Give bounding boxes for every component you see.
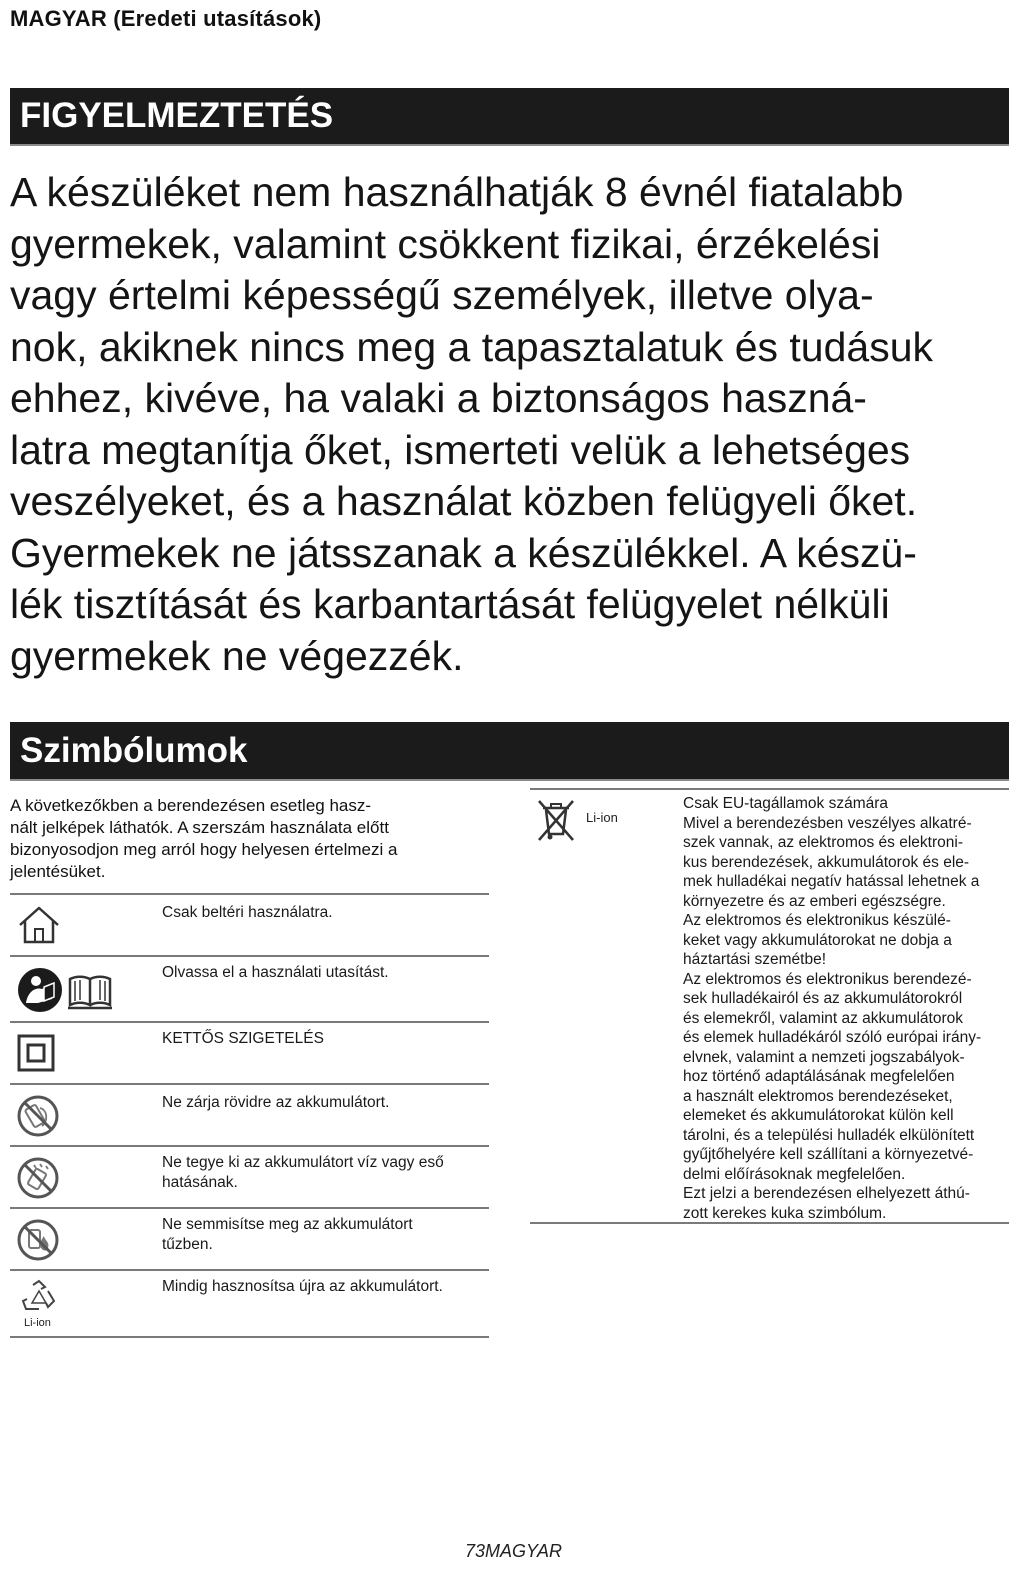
symbol-description: Ne zárja rövidre az akkumulátort. [162,1094,390,1111]
no-short-circuit-icon [16,1094,60,1143]
symbol-description: Csak beltéri használatra. [162,904,333,921]
symbol-row-fire [10,1209,489,1269]
double-insulation-icon [16,1033,56,1078]
warning-line: gyermekek ne végezzék. [10,632,464,679]
intro-line: jelentésüket. [10,862,106,881]
house-icon [16,905,62,950]
crossed-bin-icon [535,798,577,847]
symbols-banner: Szimbólumok [10,722,1009,781]
warning-line: gyermekek, valamint csökkent fizikai, érzékelési [10,220,881,267]
intro-line: nált jelképek láthatók. A szerszám használata előtt [10,818,389,837]
symbol-description: Ne tegye ki az akkumulátort víz vagy eső [162,1154,444,1171]
warning-text [10,167,1010,682]
intro-line: bizonyosodjon meg arról hogy helyesen értelmezi a [10,840,398,859]
symbol-description: Mindig hasznosítsa újra az akkumulátort. [162,1278,443,1295]
weee-line: keket vagy akkumulátorokat ne dobja a [683,931,952,949]
weee-description [683,794,1013,1223]
warning-line: latra megtanítja őket, ismerteti velük a lehetséges [10,426,911,473]
symbol-row-manual [10,957,489,1021]
symbol-description: tűzben. [162,1236,213,1253]
symbol-description: Ne semmisítse meg az akkumulátort [162,1216,413,1233]
warning-line: veszélyeket, és a használat közben felügyeli őket. [10,478,918,524]
page-number: 73MAGYAR [464,1541,563,1561]
symbol-row-indoor [10,895,489,955]
weee-line: kus berendezések, akkumulátorok és ele- [683,853,970,871]
warning-banner: FIGYELMEZTETÉS [10,88,1009,146]
symbol-description: Olvassa el a használati utasítást. [162,964,389,981]
weee-line: sek hulladékairól és az akkumulátorokról [683,990,963,1007]
weee-line: és elemek hulladékáról szóló európai irány- [683,1029,982,1046]
language-header: MAGYAR (Eredeti utasítások) [10,6,322,31]
weee-line: Az elektromos és elektronikus készülé- [683,912,951,929]
weee-line: Ezt jelzi a berendezésen elhelyezett áthú- [683,1185,970,1202]
warning-line: Gyermekek ne játsszanak a készülékkel. A készü- [10,529,917,576]
weee-line: és elemekről, valamint az akkumulátorok [683,1009,963,1027]
weee-line: gyűjtőhelyére kell szállítani a környezetvé- [683,1146,974,1163]
weee-line: elemeket és akkumulátorokat külön kell [683,1107,954,1124]
table-rule [530,788,1009,790]
warning-line: lék tisztítását és karbantartását felügyelet nélküli [10,581,890,627]
weee-line: háztartási szemétbe! [683,951,827,968]
symbol-description: KETTŐS SZIGETELÉS [162,1030,324,1047]
weee-icon-label: Li-ion [586,810,618,825]
warning-line: ehhez, kivéve, ha valaki a biztonságos haszná- [10,375,867,421]
weee-line: szek vannak, az elektromos és elektroni- [683,834,963,851]
weee-line: zott kerekes kuka szimbólum. [683,1204,887,1222]
weee-line: delmi előírásoknak megfelelően. [683,1165,906,1183]
warning-line: vagy értelmi képességű személyek, illetve olya- [10,272,874,318]
recycle-icon [16,1279,62,1318]
weee-line: tárolni, és a települési hulladék elkülönített [683,1126,975,1144]
weee-line: elvnek, valamint a nemzeti jogszabályok- [683,1048,965,1066]
weee-line: környezetre és az emberi egészségre. [683,892,946,910]
no-fire-icon [16,1218,60,1267]
weee-line: Az elektromos és elektronikus berendezé- [683,970,972,988]
symbol-row-water [10,1147,489,1207]
symbol-row-insulation [10,1023,489,1083]
symbol-row-recycle [10,1271,489,1336]
symbol-row-short-circuit [10,1085,489,1145]
no-water-icon [16,1156,60,1205]
weee-line: a használt elektromos berendezéseket, [683,1087,953,1105]
weee-line: Csak EU-tagállamok számára [683,795,889,812]
symbols-intro [10,795,490,883]
symbol-description: hatásának. [162,1174,238,1191]
warning-line: A készüléket nem használhatják 8 évnél fiatalabb [10,169,904,215]
weee-line: hoz történő adaptálásának megfelelően [683,1068,955,1085]
table-rule [10,1336,489,1338]
recycle-icon-label: Li-ion [24,1317,51,1329]
weee-line: Mivel a berendezésben veszélyes alkatré- [683,814,972,832]
read-manual-icon [16,965,116,1020]
weee-line: mek hulladékai negatív hatással lehetnek a [683,873,980,890]
warning-line: nok, akiknek nincs meg a tapasztalatuk és tudásuk [10,323,934,370]
intro-line: A következőkben a berendezésen esetleg hasz- [10,796,372,815]
